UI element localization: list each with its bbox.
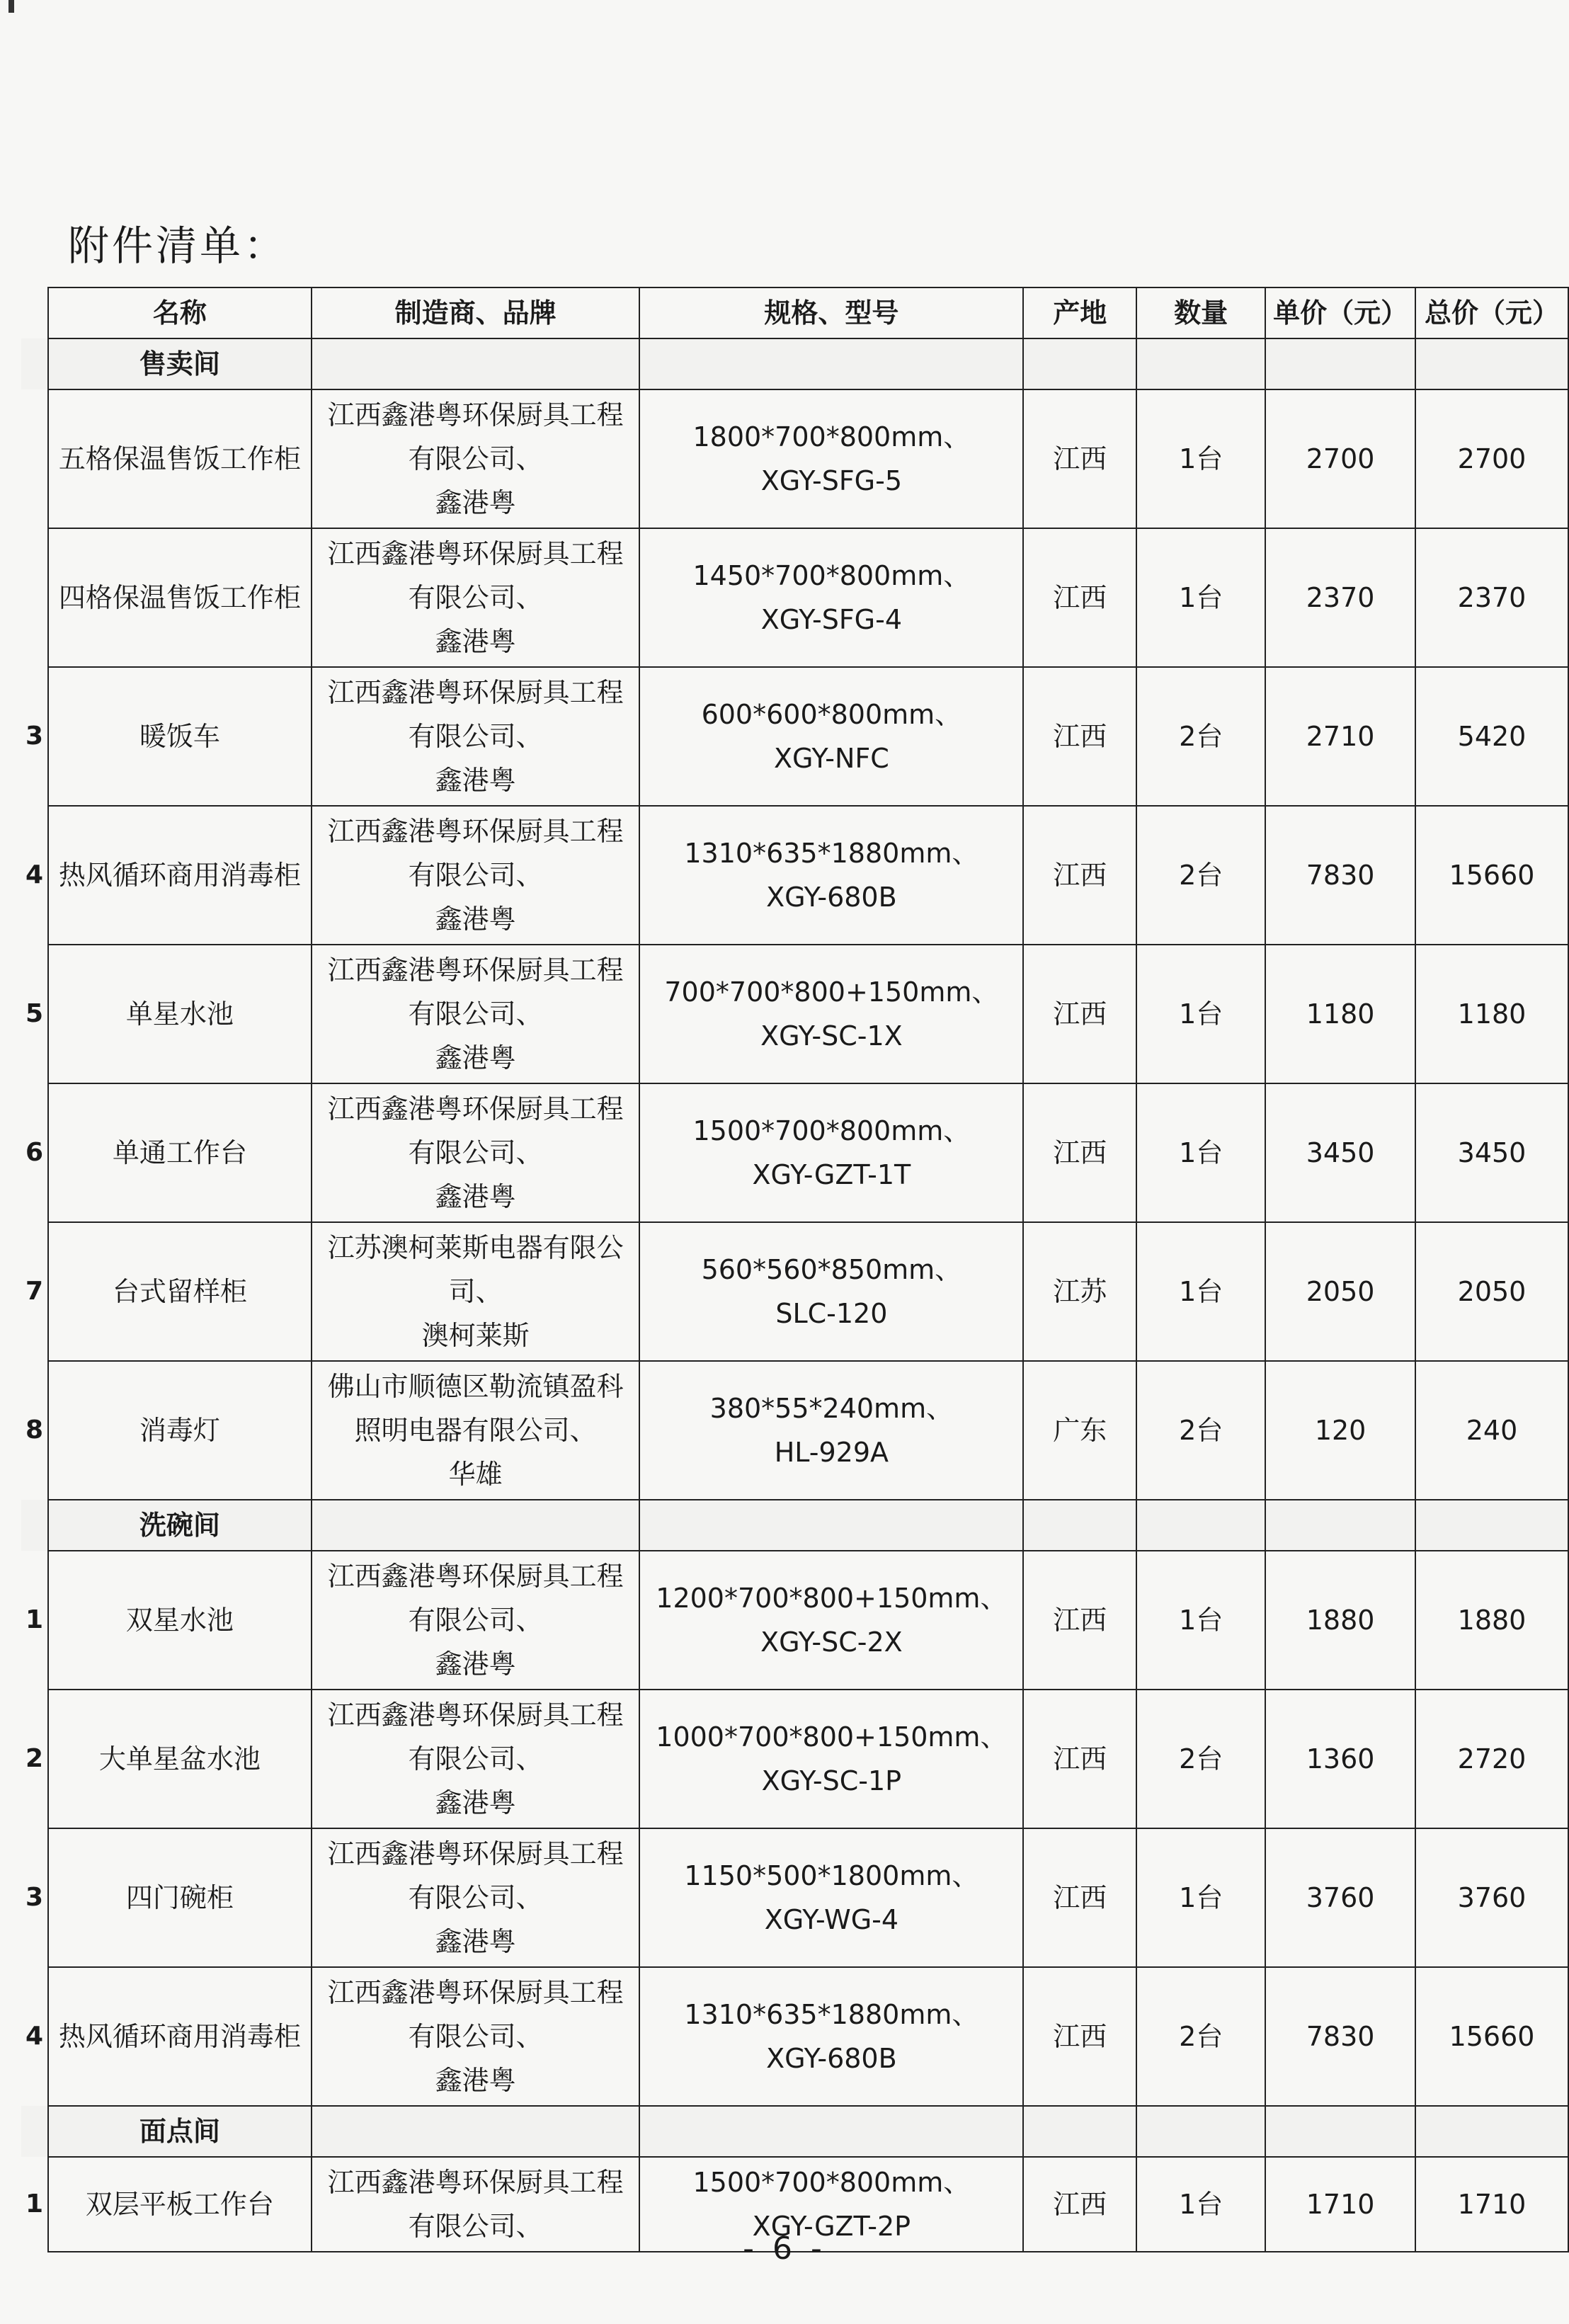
attachment-table <box>21 287 1569 2252</box>
row-index: 2 <box>21 1690 48 1828</box>
item-qty: 1台 <box>1136 528 1265 667</box>
item-origin: 江西 <box>1023 1083 1136 1222</box>
page-number: - 6 - <box>743 2231 826 2267</box>
item-unit-price: 120 <box>1265 1361 1415 1500</box>
item-total-price: 3760 <box>1415 1828 1568 1967</box>
item-maker-line: 鑫港粤 <box>435 1787 516 1818</box>
item-spec-line: XGY-GZT-2P <box>752 2211 911 2242</box>
corner-mark <box>8 0 14 13</box>
item-maker <box>312 806 640 945</box>
item-maker-line: 江西鑫港粤环保厨具工程 <box>327 399 624 431</box>
item-spec-line: 600*600*800mm、 <box>701 699 962 730</box>
item-maker-line: 鑫港粤 <box>435 1648 516 1680</box>
item-qty: 1台 <box>1136 1828 1265 1967</box>
item-name: 暖饭车 <box>48 667 312 806</box>
item-qty: 1台 <box>1136 2157 1265 2252</box>
item-spec-line: XGY-SC-1P <box>761 1765 902 1796</box>
row-index <box>21 528 48 667</box>
item-spec <box>639 667 1023 806</box>
item-spec-line: XGY-SC-2X <box>760 1627 903 1658</box>
item-spec-line: 560*560*850mm、 <box>701 1254 962 1285</box>
item-origin: 江西 <box>1023 945 1136 1083</box>
item-spec <box>639 1828 1023 1967</box>
item-spec-line: 1200*700*800+150mm、 <box>656 1583 1008 1614</box>
item-unit-price: 2700 <box>1265 389 1415 528</box>
row-index: 7 <box>21 1222 48 1361</box>
item-maker <box>312 1828 640 1967</box>
item-name: 热风循环商用消毒柜 <box>48 1967 312 2106</box>
item-total-price: 15660 <box>1415 806 1568 945</box>
item-maker-line: 有限公司、 <box>408 721 543 752</box>
item-maker <box>312 1690 640 1828</box>
item-maker <box>312 667 640 806</box>
item-maker-line: 有限公司、 <box>408 2211 543 2242</box>
row-index: 1 <box>21 1551 48 1690</box>
item-unit-price: 2050 <box>1265 1222 1415 1361</box>
item-name: 四门碗柜 <box>48 1828 312 1967</box>
row-index: 3 <box>21 1828 48 1967</box>
item-maker <box>312 528 640 667</box>
table-row <box>21 389 1568 528</box>
item-spec-line: 1450*700*800mm、 <box>692 560 971 591</box>
item-unit-price: 3760 <box>1265 1828 1415 1967</box>
item-origin: 江西 <box>1023 667 1136 806</box>
item-unit-price: 7830 <box>1265 1967 1415 2106</box>
item-total-price: 1180 <box>1415 945 1568 1083</box>
item-origin: 江西 <box>1023 806 1136 945</box>
item-spec <box>639 1361 1023 1500</box>
item-origin: 江西 <box>1023 1967 1136 2106</box>
item-spec <box>639 1690 1023 1828</box>
item-origin: 江西 <box>1023 528 1136 667</box>
table-row <box>21 1967 1568 2106</box>
header-qty: 数量 <box>1136 287 1265 338</box>
item-spec <box>639 1083 1023 1222</box>
item-spec-line: 1310*635*1880mm、 <box>684 838 979 869</box>
item-maker-line: 江西鑫港粤环保厨具工程 <box>327 955 624 986</box>
header-origin: 产地 <box>1023 287 1136 338</box>
item-maker-line: 澳柯莱斯 <box>421 1320 530 1351</box>
item-spec-line: XGY-GZT-1T <box>752 1159 911 1190</box>
item-spec-line: XGY-SC-1X <box>760 1020 903 1052</box>
item-spec <box>639 945 1023 1083</box>
item-name: 单星水池 <box>48 945 312 1083</box>
item-qty: 1台 <box>1136 1222 1265 1361</box>
item-maker-line: 鑫港粤 <box>435 765 516 796</box>
item-total-price: 5420 <box>1415 667 1568 806</box>
page-title: 附件清单： <box>68 222 288 270</box>
item-maker-line: 有限公司、 <box>408 1137 543 1168</box>
item-name: 四格保温售饭工作柜 <box>48 528 312 667</box>
section-label: 面点间 <box>48 2106 312 2157</box>
item-unit-price: 2710 <box>1265 667 1415 806</box>
item-spec <box>639 1551 1023 1690</box>
item-spec-line: 1500*700*800mm、 <box>692 1115 971 1146</box>
item-origin: 江西 <box>1023 389 1136 528</box>
item-unit-price: 1180 <box>1265 945 1415 1083</box>
item-maker-line: 江苏澳柯莱斯电器有限公 <box>327 1232 624 1263</box>
section-row-3 <box>21 2106 1568 2157</box>
row-index: 4 <box>21 1967 48 2106</box>
item-maker-line: 有限公司、 <box>408 1882 543 1913</box>
item-total-price: 3450 <box>1415 1083 1568 1222</box>
row-index: 1 <box>21 2157 48 2252</box>
item-spec <box>639 1222 1023 1361</box>
section-label: 售卖间 <box>48 338 312 389</box>
item-spec-line: XGY-680B <box>766 2043 897 2074</box>
section-label: 洗碗间 <box>48 1500 312 1551</box>
row-index: 8 <box>21 1361 48 1500</box>
item-origin: 江苏 <box>1023 1222 1136 1361</box>
item-maker-line: 有限公司、 <box>408 443 543 474</box>
item-maker <box>312 1222 640 1361</box>
table-row <box>21 806 1568 945</box>
item-spec-line: XGY-SFG-5 <box>760 465 903 496</box>
item-maker-line: 江西鑫港粤环保厨具工程 <box>327 1093 624 1124</box>
header-name: 名称 <box>48 287 312 338</box>
item-name: 单通工作台 <box>48 1083 312 1222</box>
header-unit-price: 单价（元） <box>1265 287 1415 338</box>
table-row <box>21 945 1568 1083</box>
row-index: 3 <box>21 667 48 806</box>
item-origin: 江西 <box>1023 1828 1136 1967</box>
item-total-price: 2050 <box>1415 1222 1568 1361</box>
item-maker-line: 有限公司、 <box>408 1605 543 1636</box>
item-maker <box>312 1967 640 2106</box>
section-row-1 <box>21 338 1568 389</box>
item-total-price: 2700 <box>1415 389 1568 528</box>
item-spec-line: 1500*700*800mm、 <box>692 2167 971 2198</box>
table-row <box>21 1828 1568 1967</box>
item-name: 双星水池 <box>48 1551 312 1690</box>
header-total-price: 总价（元） <box>1415 287 1568 338</box>
item-maker-line: 鑫港粤 <box>435 487 516 518</box>
item-spec <box>639 1967 1023 2106</box>
item-maker-line: 鑫港粤 <box>435 1181 516 1212</box>
item-maker-line: 江西鑫港粤环保厨具工程 <box>327 1699 624 1731</box>
item-qty: 2台 <box>1136 667 1265 806</box>
item-unit-price: 1880 <box>1265 1551 1415 1690</box>
header-maker: 制造商、品牌 <box>312 287 640 338</box>
item-maker-line: 鑫港粤 <box>435 626 516 657</box>
item-name: 台式留样柜 <box>48 1222 312 1361</box>
item-qty: 1台 <box>1136 1551 1265 1690</box>
table-row <box>21 1551 1568 1690</box>
item-maker-line: 有限公司、 <box>408 998 543 1030</box>
table-header-row <box>21 287 1568 338</box>
item-name: 双层平板工作台 <box>48 2157 312 2252</box>
row-index: 4 <box>21 806 48 945</box>
table-body <box>21 338 1568 2252</box>
item-maker-line: 有限公司、 <box>408 860 543 891</box>
item-total-price: 2720 <box>1415 1690 1568 1828</box>
item-unit-price: 1710 <box>1265 2157 1415 2252</box>
row-index: 6 <box>21 1083 48 1222</box>
item-maker <box>312 945 640 1083</box>
item-spec-line: XGY-SFG-4 <box>760 604 903 635</box>
item-maker <box>312 389 640 528</box>
item-spec-line: XGY-NFC <box>773 743 889 774</box>
item-maker-line: 江西鑫港粤环保厨具工程 <box>327 816 624 847</box>
item-spec-line: XGY-680B <box>766 882 897 913</box>
item-maker-line: 江西鑫港粤环保厨具工程 <box>327 2167 624 2198</box>
item-total-price: 1710 <box>1415 2157 1568 2252</box>
item-spec-line: 700*700*800+150mm、 <box>664 976 999 1008</box>
item-spec-line: 380*55*240mm、 <box>709 1393 954 1424</box>
item-spec-line: 1150*500*1800mm、 <box>684 1860 979 1891</box>
row-index: 5 <box>21 945 48 1083</box>
item-name: 大单星盆水池 <box>48 1690 312 1828</box>
item-total-price: 15660 <box>1415 1967 1568 2106</box>
item-unit-price: 2370 <box>1265 528 1415 667</box>
item-qty: 2台 <box>1136 1361 1265 1500</box>
item-origin: 江西 <box>1023 2157 1136 2252</box>
item-maker-line: 鑫港粤 <box>435 1042 516 1073</box>
item-maker-line: 江西鑫港粤环保厨具工程 <box>327 538 624 569</box>
item-maker-line: 华雄 <box>448 1459 503 1490</box>
item-spec-line: SLC-120 <box>775 1298 888 1329</box>
item-spec-line: 1000*700*800+150mm、 <box>656 1721 1008 1753</box>
item-origin: 广东 <box>1023 1361 1136 1500</box>
item-unit-price: 1360 <box>1265 1690 1415 1828</box>
item-qty: 2台 <box>1136 806 1265 945</box>
item-origin: 江西 <box>1023 1551 1136 1690</box>
item-spec <box>639 389 1023 528</box>
item-total-price: 240 <box>1415 1361 1568 1500</box>
item-spec <box>639 806 1023 945</box>
item-maker-line: 有限公司、 <box>408 2021 543 2052</box>
item-maker <box>312 1551 640 1690</box>
item-maker-line: 照明电器有限公司、 <box>354 1415 597 1446</box>
item-maker-line: 江西鑫港粤环保厨具工程 <box>327 1977 624 2008</box>
item-origin: 江西 <box>1023 1690 1136 1828</box>
row-index <box>21 389 48 528</box>
item-unit-price: 7830 <box>1265 806 1415 945</box>
item-qty: 1台 <box>1136 945 1265 1083</box>
item-spec-line: HL-929A <box>774 1437 889 1468</box>
item-qty: 1台 <box>1136 1083 1265 1222</box>
item-name: 热风循环商用消毒柜 <box>48 806 312 945</box>
item-qty: 1台 <box>1136 389 1265 528</box>
table-row <box>21 1222 1568 1361</box>
table-row <box>21 667 1568 806</box>
item-spec <box>639 528 1023 667</box>
item-maker <box>312 1361 640 1500</box>
table-row <box>21 1690 1568 1828</box>
item-spec-line: XGY-WG-4 <box>764 1904 899 1935</box>
item-spec-line: 1310*635*1880mm、 <box>684 1999 979 2030</box>
item-maker <box>312 1083 640 1222</box>
item-spec-line: 1800*700*800mm、 <box>692 421 971 452</box>
index-header <box>21 287 48 338</box>
item-maker-line: 佛山市顺德区勒流镇盈科 <box>327 1371 624 1402</box>
item-maker-line: 鑫港粤 <box>435 904 516 935</box>
item-total-price: 1880 <box>1415 1551 1568 1690</box>
item-name: 五格保温售饭工作柜 <box>48 389 312 528</box>
item-maker-line: 鑫港粤 <box>435 1926 516 1957</box>
item-maker-line: 司、 <box>448 1276 503 1307</box>
item-maker-line: 江西鑫港粤环保厨具工程 <box>327 1838 624 1869</box>
header-spec: 规格、型号 <box>639 287 1023 338</box>
table-row <box>21 1361 1568 1500</box>
section-row-2 <box>21 1500 1568 1551</box>
table-row <box>21 1083 1568 1222</box>
table-row <box>21 528 1568 667</box>
item-unit-price: 3450 <box>1265 1083 1415 1222</box>
item-qty: 2台 <box>1136 1967 1265 2106</box>
item-maker-line: 鑫港粤 <box>435 2065 516 2096</box>
item-qty: 2台 <box>1136 1690 1265 1828</box>
item-maker-line: 有限公司、 <box>408 1743 543 1775</box>
item-maker-line: 有限公司、 <box>408 582 543 613</box>
item-total-price: 2370 <box>1415 528 1568 667</box>
item-name: 消毒灯 <box>48 1361 312 1500</box>
item-maker-line: 江西鑫港粤环保厨具工程 <box>327 1561 624 1592</box>
item-maker-line: 江西鑫港粤环保厨具工程 <box>327 677 624 708</box>
